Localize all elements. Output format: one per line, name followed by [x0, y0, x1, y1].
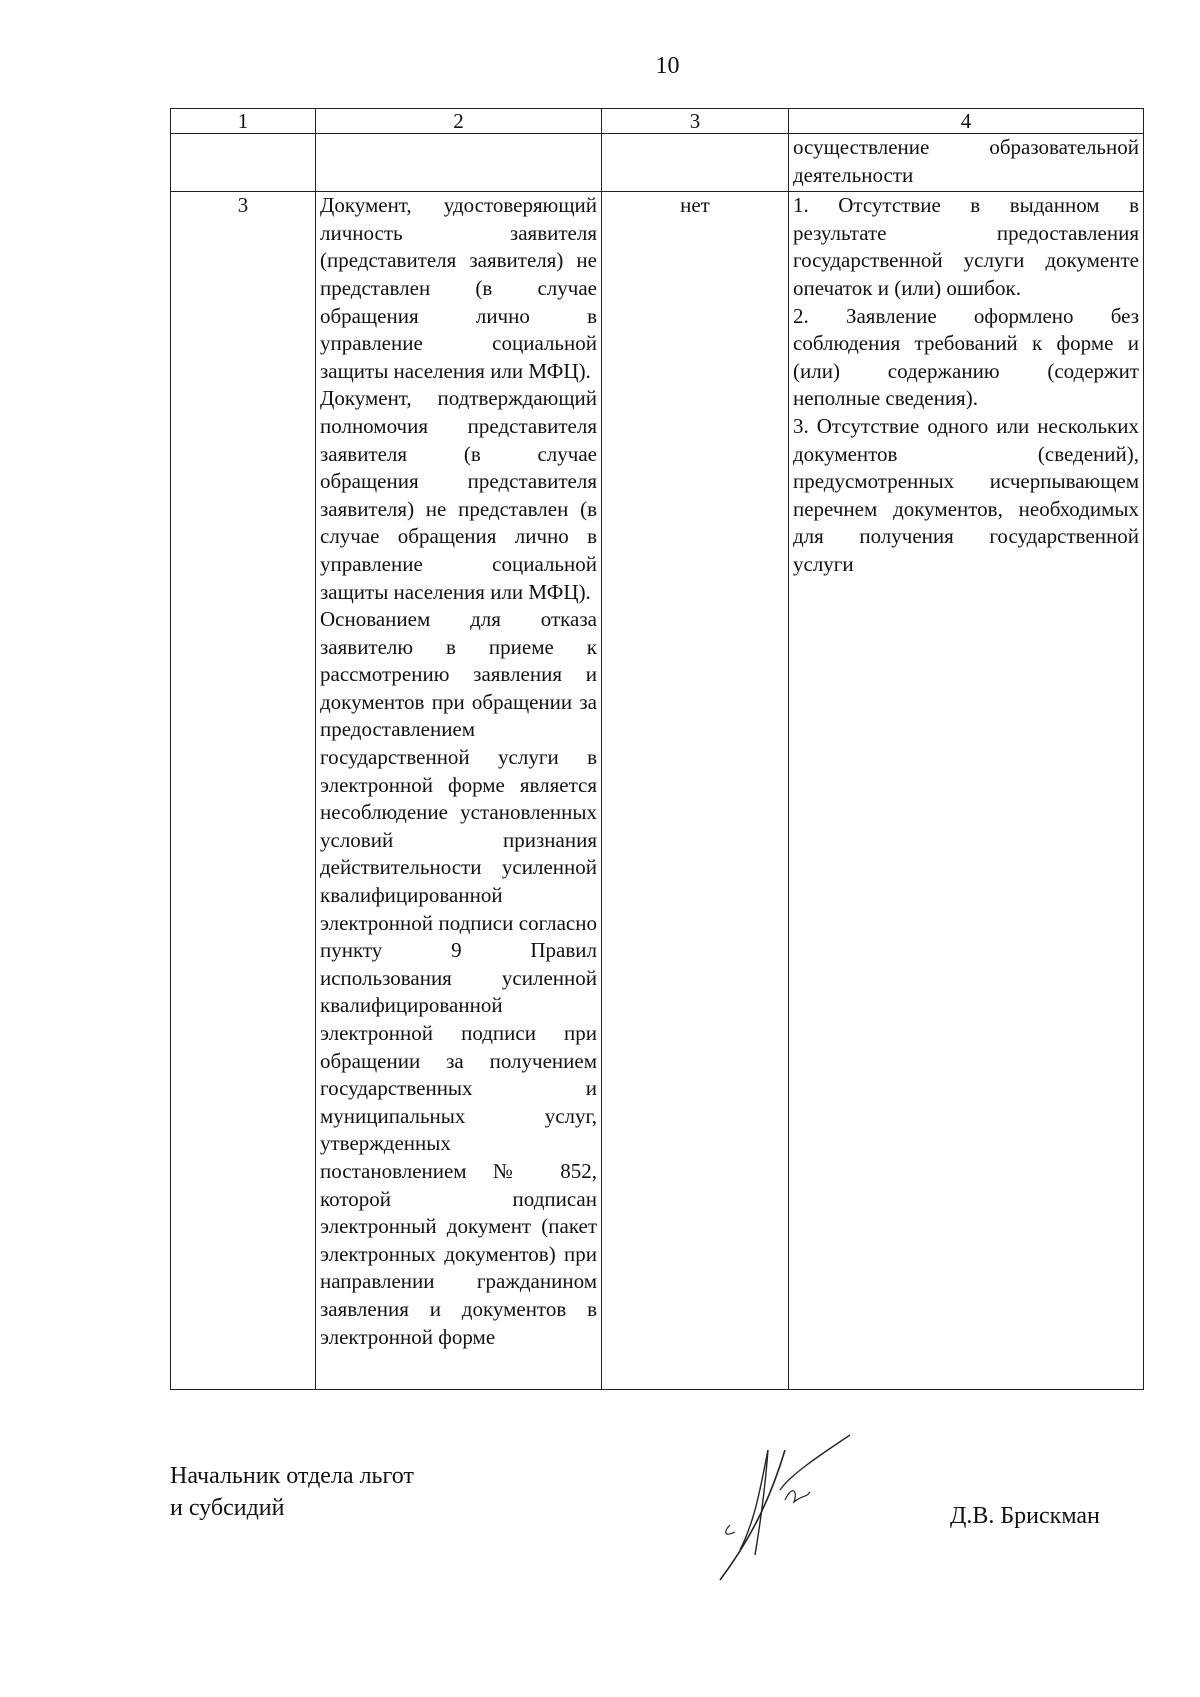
signatory-position	[170, 1460, 414, 1524]
table-row	[171, 192, 1144, 1390]
header-col-2: 2	[316, 109, 602, 134]
signatory-name: Д.В. Брискман	[950, 1503, 1100, 1529]
cell-empty	[316, 134, 602, 192]
grounds-paragraph-1: Документ, удостоверяющий личность заявителя (представителя заявителя) не представлен (в случае обращения лично в управление социальной защиты населения или МФЦ).	[320, 193, 597, 383]
header-col-1: 1	[171, 109, 316, 134]
requirements-table	[170, 108, 1144, 1390]
table-header-row	[171, 109, 1144, 134]
cell-empty	[602, 134, 789, 192]
table-row-continuation	[171, 134, 1144, 192]
cell-reasons	[789, 192, 1144, 1390]
grounds-paragraph-2: Документ, подтверждающий полномочия представителя заявителя (в случае обращения представителя заявителя) не представлен (в случае обращения лично в управление социальной защиты населения или МФЦ).	[320, 386, 597, 604]
reason-item-2: 2. Заявление оформлено без соблюдения требований к форме и (или) содержанию (содержит неполные сведения).	[793, 303, 1139, 411]
cell-continuation-text: осуществление образовательной деятельности	[789, 134, 1144, 192]
reason-item-3: 3. Отсутствие одного или нескольких документов (сведений), предусмотренных исчерпывающем перечнем документов, необходимых для получения государственной услуги	[793, 413, 1139, 576]
grounds-paragraph-3: Основанием для отказа заявителю в приеме к рассмотрению заявления и документов при обращении за предоставлением государственной услуги в электронной форме является несоблюдение установленных условий признания действительности усиленной квалифицированной электронной подписи согласно пункту 9 Правил использования усиленной квалифицированной электронной подписи при обращении за получением государственных и муниципальных услуг, утвержденных постановлением № 852, которой подписан электронный документ (пакет электронных документов) при направлении гражданином заявления и документов в электронной форме	[320, 607, 597, 1349]
page-number: 10	[655, 53, 680, 79]
position-line-1: Начальник отдела льгот	[170, 1463, 414, 1489]
header-col-4: 4	[789, 109, 1144, 134]
row-number: 3	[171, 192, 316, 1390]
reason-item-1: 1. Отсутствие в выданном в результате предоставления государственной услуги документе опечаток и (или) ошибок.	[793, 193, 1139, 300]
cell-grounds	[316, 192, 602, 1390]
signature-icon	[710, 1430, 870, 1590]
header-col-3: 3	[602, 109, 789, 134]
cell-empty	[171, 134, 316, 192]
position-line-2: и субсидий	[170, 1495, 285, 1521]
cell-answer: нет	[602, 192, 789, 1390]
